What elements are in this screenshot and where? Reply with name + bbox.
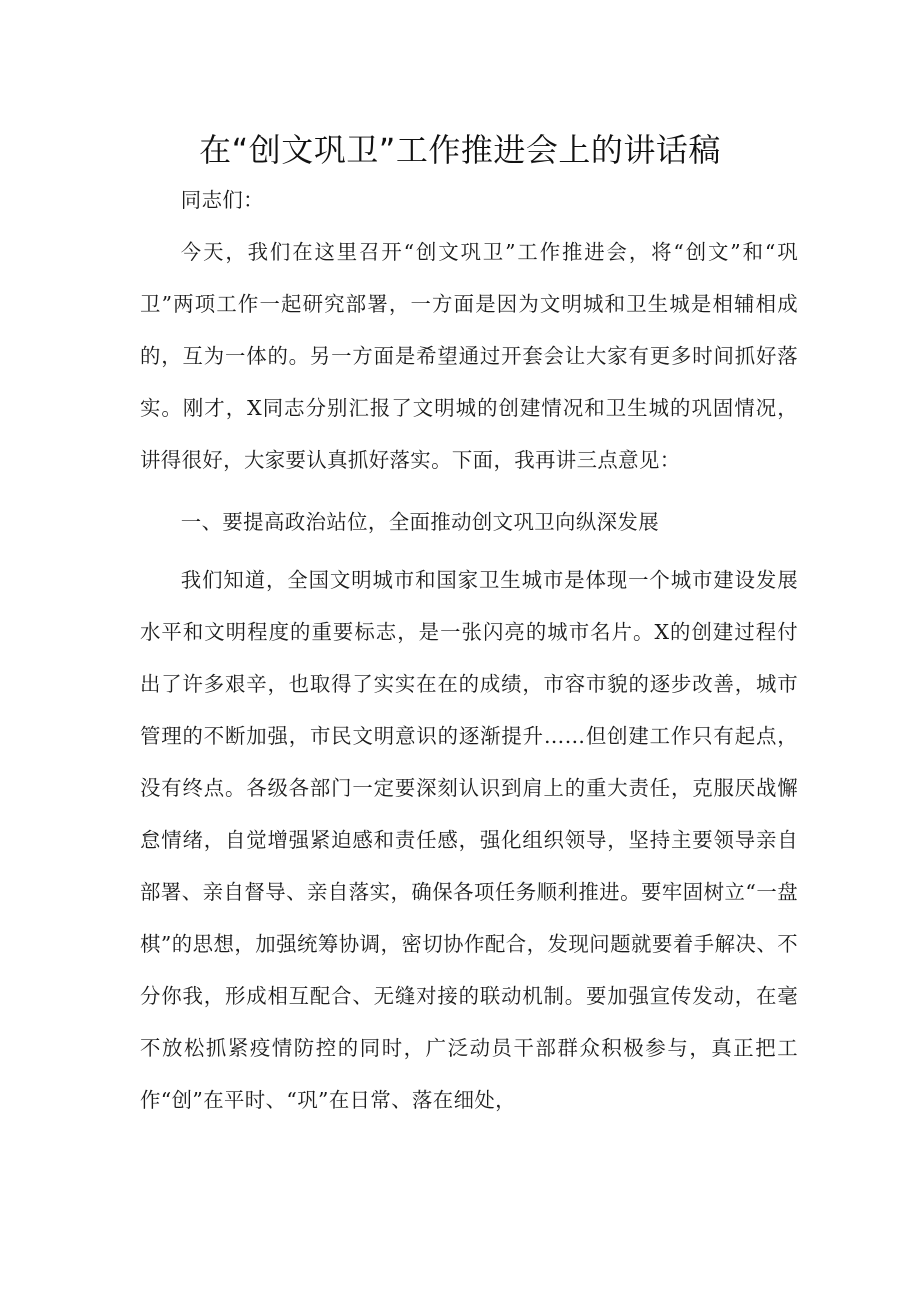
document-body [140, 170, 798, 1126]
section-heading: 一、要提高政治站位，全面推动创文巩卫向纵深发展 [180, 510, 659, 534]
intro-paragraph: 今天，我们在这里召开“创文巩卫”工作推进会，将“创文”和“巩卫”两项工作一起研究部署，一方面是因为文明城和卫生城是相辅相成的，互为一体的。另一方面是希望通过开套会让大家有更多时间抓好落实。刚才，X同志分别汇报了文明城的创建情况和卫生城的巩固情况，讲得很好，大家要认真抓好落实。下面，我再讲三点意见： [140, 240, 798, 472]
greeting-paragraph: 同志们： [180, 188, 264, 212]
section-one-paragraph: 我们知道，全国文明城市和国家卫生城市是体现一个城市建设发展水平和文明程度的重要标志，是一张闪亮的城市名片。X的创建过程付出了许多艰辛，也取得了实实在在的成绩，市容市貌的逐步改善，城市管理的不断加强，市民文明意识的逐渐提升……但创建工作只有起点，没有终点。各级各部门一定要深刻认识到肩上的重大责任，克服厌战懈怠情绪，自觉增强紧迫感和责任感，强化组织领导，坚持主要领导亲自部署、亲自督导、亲自落实，确保各项任务顺利推进。要牢固树立“一盘棋”的思想，加强统筹协调，密切协作配合，发现问题就要着手解决、不分你我，形成相互配合、无缝对接的联动机制。要加强宣传发动，在毫不放松抓紧疫情防控的同时，广泛动员干部群众积极参与，真正把工作“创”在平时、“巩”在日常、落在细处， [140, 568, 798, 1112]
document-title: 在“创文巩卫”工作推进会上的讲话稿 [199, 131, 721, 169]
